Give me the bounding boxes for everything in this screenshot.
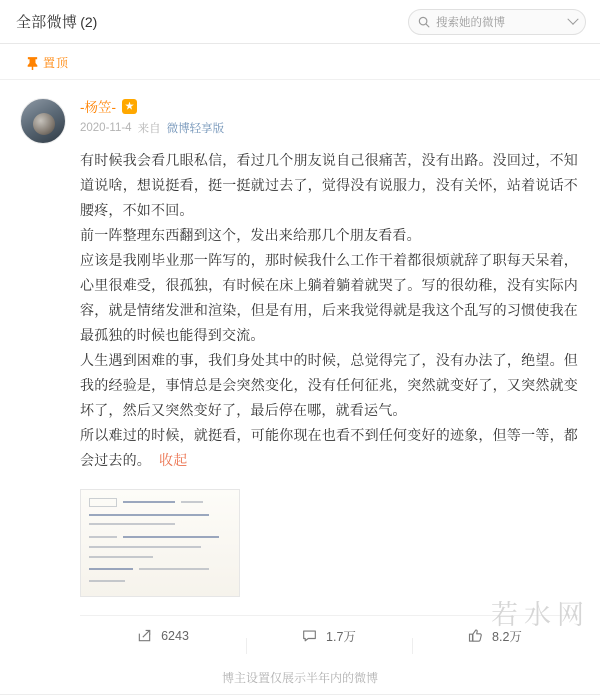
search-input[interactable]	[408, 9, 586, 35]
post-date: 2020-11-4	[80, 122, 132, 134]
post-paragraph-text: 所以难过的时候，就挺看，可能你现在也看不到任何变好的迹象，但等一等，都会过去的。	[80, 427, 578, 468]
search-placeholder: 搜索她的微博	[436, 16, 505, 29]
like-count: 8.2万	[492, 629, 522, 644]
chevron-down-icon[interactable]	[567, 13, 578, 24]
vip-star-badge-icon	[122, 99, 137, 114]
share-count: 6243	[161, 628, 189, 643]
share-icon	[137, 628, 152, 643]
page-header	[0, 0, 600, 44]
comment-icon	[302, 628, 317, 643]
post-paragraph-last	[80, 423, 578, 473]
post-paragraph: 有时候我会看几眼私信，看过几个朋友说自己很痛苦，没有出路。没回过，不知道说啥，想说挺看，挺一挺就过去了，觉得没有说服力，没有关怀，站着说话不腰疼，不如不回。	[80, 152, 578, 218]
pin-icon	[26, 56, 39, 70]
post-paragraph: 人生遇到困难的事，我们身处其中的时候，总觉得完了，没有办法了，绝望。但我的经验是，事情总是会突然变化，没有任何征兆，突然就变好了，又突然就变坏了，然后又突然变好了，最后停在哪，就看运气。	[80, 352, 578, 418]
post-body	[68, 96, 578, 655]
post-count: (2)	[80, 14, 98, 30]
post-paragraph: 应该是我刚毕业那一阵写的，那时候我什么工作干着都很烦就辞了职每天呆着，心里很难受，很孤独，有时候在床上躺着躺着就哭了。写的很幼稚，没有实际内容，就是情绪发泄和渲染，但是有用，后来我觉得就是我这个乱写的习惯使我在最孤独的时候也能得到交流。	[80, 252, 578, 343]
watermark: 若水网	[491, 600, 590, 631]
search-icon	[418, 16, 430, 28]
page-title: 全部微博	[16, 14, 78, 31]
post-paragraph: 前一阵整理东西翻到这个，发出来给那几个朋友看看。	[80, 227, 421, 243]
collapse-link[interactable]: 收起	[159, 452, 188, 468]
author-name[interactable]: -杨笠-	[80, 100, 116, 115]
source-prefix: 来自	[137, 123, 161, 135]
footer-note: 博主设置仅展示半年内的微博	[221, 671, 378, 685]
like-icon	[468, 628, 483, 643]
author-row	[80, 96, 578, 116]
share-button[interactable]	[80, 628, 246, 643]
pinned-label: 置顶	[43, 56, 70, 70]
avatar[interactable]	[20, 98, 66, 144]
header-title-group	[16, 11, 97, 32]
weibo-post	[0, 80, 600, 655]
post-client[interactable]: 微博轻享版	[166, 123, 225, 135]
pinned-badge	[0, 44, 600, 80]
handwritten-note-photo	[81, 490, 239, 596]
post-meta	[80, 120, 578, 136]
comment-count: 1.7万	[326, 629, 356, 644]
avatar-column	[20, 96, 68, 655]
comment-button[interactable]	[246, 627, 412, 645]
post-image[interactable]	[80, 489, 240, 597]
post-content	[80, 148, 578, 473]
